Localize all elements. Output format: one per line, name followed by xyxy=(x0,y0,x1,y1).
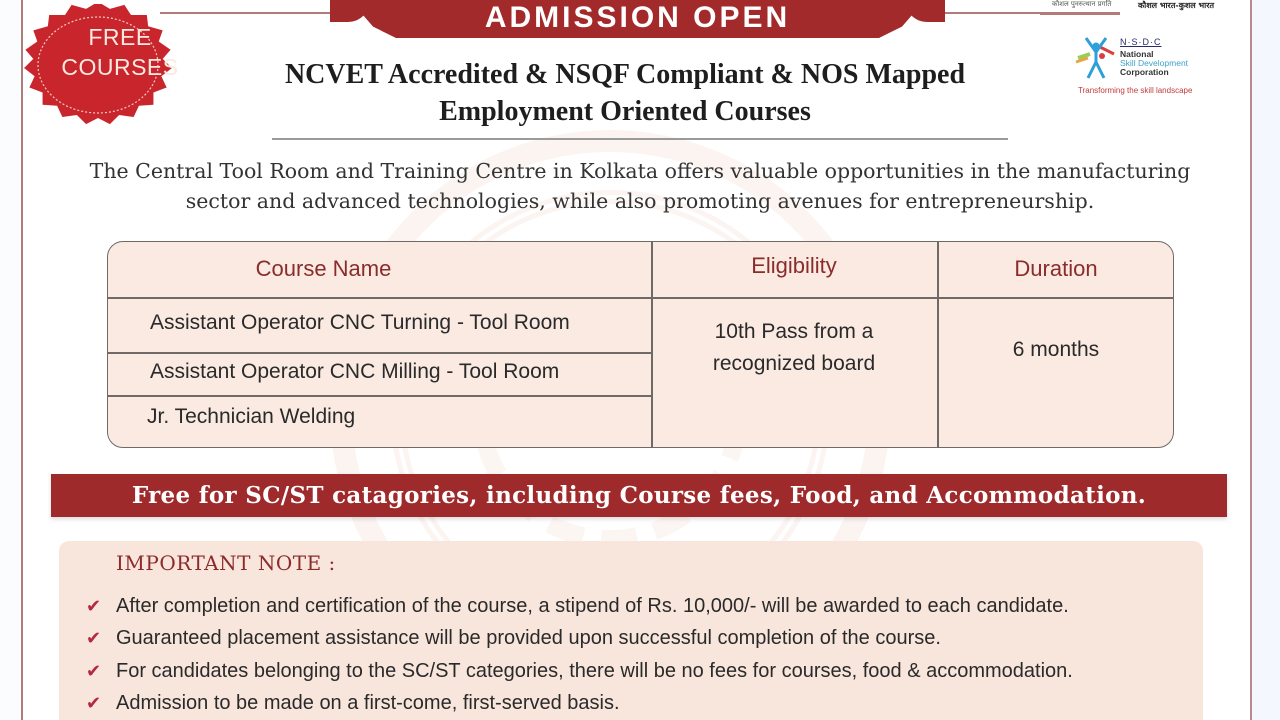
check-icon: ✔ xyxy=(86,660,102,682)
headline xyxy=(190,56,1060,130)
free-courses-badge xyxy=(22,4,179,126)
headline-line2: Employment Oriented Courses xyxy=(439,96,811,127)
note-item xyxy=(86,688,1186,720)
note-item xyxy=(86,655,1186,688)
header-eligibility: Eligibility xyxy=(751,253,837,278)
course-row-2: Assistant Operator CNC Milling - Tool Room xyxy=(150,360,560,383)
headline-divider xyxy=(272,138,1008,140)
row-divider xyxy=(108,395,651,397)
header-duration: Duration xyxy=(1014,256,1098,281)
headline-line1: NCVET Accredited & NSQF Compliant & NOS Mapped xyxy=(284,59,966,90)
eligibility-line2: recognized board xyxy=(712,352,876,375)
eligibility-line1: 10th Pass from a xyxy=(714,320,874,343)
check-icon: ✔ xyxy=(86,595,102,617)
course-row-1: Assistant Operator CNC Turning - Tool Room xyxy=(150,311,570,334)
gov-tagline-left: कौशल पुनरुत्थान प्रगति xyxy=(1052,0,1112,8)
gov-tagline-right: कौशल भारत-कुशल भारत xyxy=(1138,1,1215,10)
course-table xyxy=(107,241,1174,448)
header-course-name: Course Name xyxy=(255,256,392,281)
nsdc-line3: Corporation xyxy=(1120,67,1169,77)
right-margin xyxy=(1252,0,1280,720)
left-margin xyxy=(0,0,21,720)
badge-line2: COURSES xyxy=(61,54,179,80)
important-note-list xyxy=(86,590,1186,720)
nsdc-tagline: Transforming the skill landscape xyxy=(1078,86,1193,95)
check-icon: ✔ xyxy=(86,693,102,715)
intro-paragraph xyxy=(60,156,1220,216)
note-item xyxy=(86,590,1186,623)
intro-line1: The Central Tool Room and Training Centre in Kolkata offers valuable opportunities in the manufacturing xyxy=(89,159,1191,183)
gov-divider xyxy=(1040,14,1120,15)
nsdc-line2: Skill Development xyxy=(1120,58,1189,68)
important-note-title: IMPORTANT NOTE : xyxy=(116,551,336,575)
note-text: Admission to be made on a first-come, first-served basis. xyxy=(116,692,620,715)
banner-title: ADMISSION OPEN xyxy=(484,1,791,34)
row-divider xyxy=(108,352,651,354)
header-divider xyxy=(108,297,1174,299)
note-text: After completion and certification of the course, a stipend of Rs. 10,000/- will be awarded to each candidate. xyxy=(116,594,1069,617)
eligibility-cell xyxy=(651,316,937,380)
note-item xyxy=(86,623,1186,656)
note-text: For candidates belonging to the SC/ST categories, there will be no fees for courses, food & accommodation. xyxy=(116,659,1073,682)
duration-cell: 6 months xyxy=(1012,338,1100,361)
nsdc-line1: National xyxy=(1120,49,1154,59)
nsdc-figure-icon xyxy=(1072,36,1120,80)
page-border-right xyxy=(1250,0,1252,720)
nsdc-abbr: N·S·D·C xyxy=(1120,37,1162,47)
note-text: Guaranteed placement assistance will be provided upon successful completion of the course. xyxy=(116,627,941,650)
course-row-3: Jr. Technician Welding xyxy=(147,405,356,428)
check-icon: ✔ xyxy=(86,628,102,650)
free-for-scst-banner: Free for SC/ST catagories, including Course fees, Food, and Accommodation. xyxy=(51,474,1227,517)
intro-line2: sector and advanced technologies, while also promoting avenues for entrepreneurship. xyxy=(185,189,1095,213)
nsdc-logo xyxy=(1072,36,1212,100)
badge-line1: FREE xyxy=(88,24,152,50)
